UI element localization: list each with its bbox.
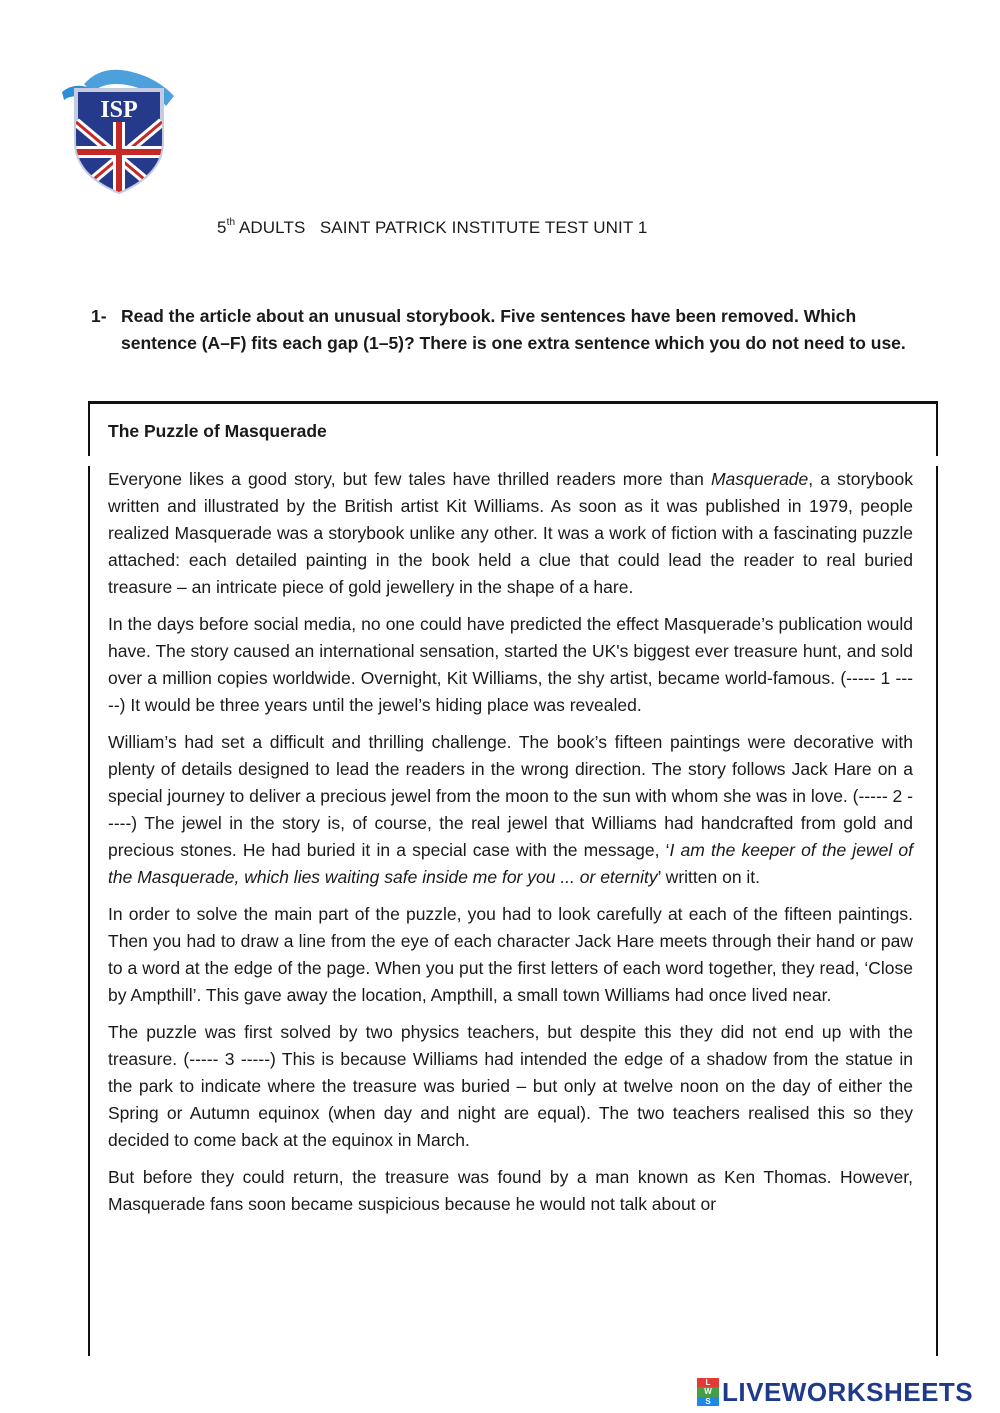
question-number: 1-	[91, 306, 107, 326]
watermark-text: LIVEWORKSHEETS	[722, 1376, 974, 1407]
article-paragraph: But before they could return, the treasure was found by a man known as Ken Thomas. However, Masquerade fans soon became suspicious because he would not talk about or	[108, 1167, 913, 1214]
isp-shield-logo	[62, 62, 180, 194]
article-title: The Puzzle of Masquerade	[108, 421, 327, 441]
liveworksheets-watermark	[697, 1377, 973, 1407]
title-prefix: 5	[217, 218, 227, 237]
title-superscript: th	[226, 217, 236, 228]
article-paragraph: Everyone likes a good story, but few tales have thrilled readers more than Masquerade, a storybook written and illustrated by the British artist Kit Williams. As soon as it was published in 1979, people realized Masquerade was a storybook unlike any other. It was a work of fiction with a fascinating puzzle attached: each detailed painting in the book held a clue that could lead the reader to real buried treasure – an intricate piece of gold jewellery in the shape of a hare.	[108, 469, 913, 597]
article-paragraph: The puzzle was first solved by two physics teachers, but despite this they did not end up with the treasure. (----- 3 -----) This is because Williams had intended the edge of a shadow from the statue in the park to indicate where the treasure was buried – but only at twelve noon on the day of either the Spring or Autumn equinox (when day and night are equal). The two teachers realised this so they decided to come back at the equinox in March.	[108, 1022, 913, 1150]
logo-text: ISP	[100, 97, 138, 123]
article-paragraph: In order to solve the main part of the puzzle, you had to look carefully at each of the fifteen paintings. Then you had to draw a line from the eye of each character Jack Hare meets through their hand or paw to a word at the edge of the page. When you put the first letters of each word together, they read, ‘Close by Ampthill’. This gave away the location, Ampthill, a small town Williams had once lived near.	[108, 904, 913, 1005]
article-body	[108, 466, 913, 1228]
question-text: Read the article about an unusual storybook. Five sentences have been removed. Which sentence (A–F) fits each gap (1–5)? There is one extra sentence which you do not need to use.	[121, 306, 906, 353]
article-paragraph: William’s had set a difficult and thrilling challenge. The book’s fifteen paintings were decorative with plenty of details designed to lead the readers in the wrong direction. The story follows Jack Hare on a special journey to deliver a precious jewel from the moon to the sun with whom she was in love. (----- 2 -----) The jewel in the story is, of course, the real jewel that Williams had handcrafted from gold and precious stones. He had buried it in a special case with the message, ‘I am the keeper of the jewel of the Masquerade, which lies waiting safe inside me for you ... or eternity’ written on it.	[108, 732, 913, 887]
liveworksheets-badge-icon: L W S	[697, 1378, 719, 1406]
article-paragraph: In the days before social media, no one could have predicted the effect Masquerade’s publication would have. The story caused an international sensation, started the UK's biggest ever treasure hunt, and sold over a million copies worldwide. Overnight, Kit Williams, the shy artist, became world-famous. (----- 1 -----) It would be three years until the jewel’s hiding place was revealed.	[108, 614, 913, 715]
title-rest: ADULTS SAINT PATRICK INSTITUTE TEST UNIT 1	[235, 218, 648, 237]
page-title	[217, 218, 647, 238]
